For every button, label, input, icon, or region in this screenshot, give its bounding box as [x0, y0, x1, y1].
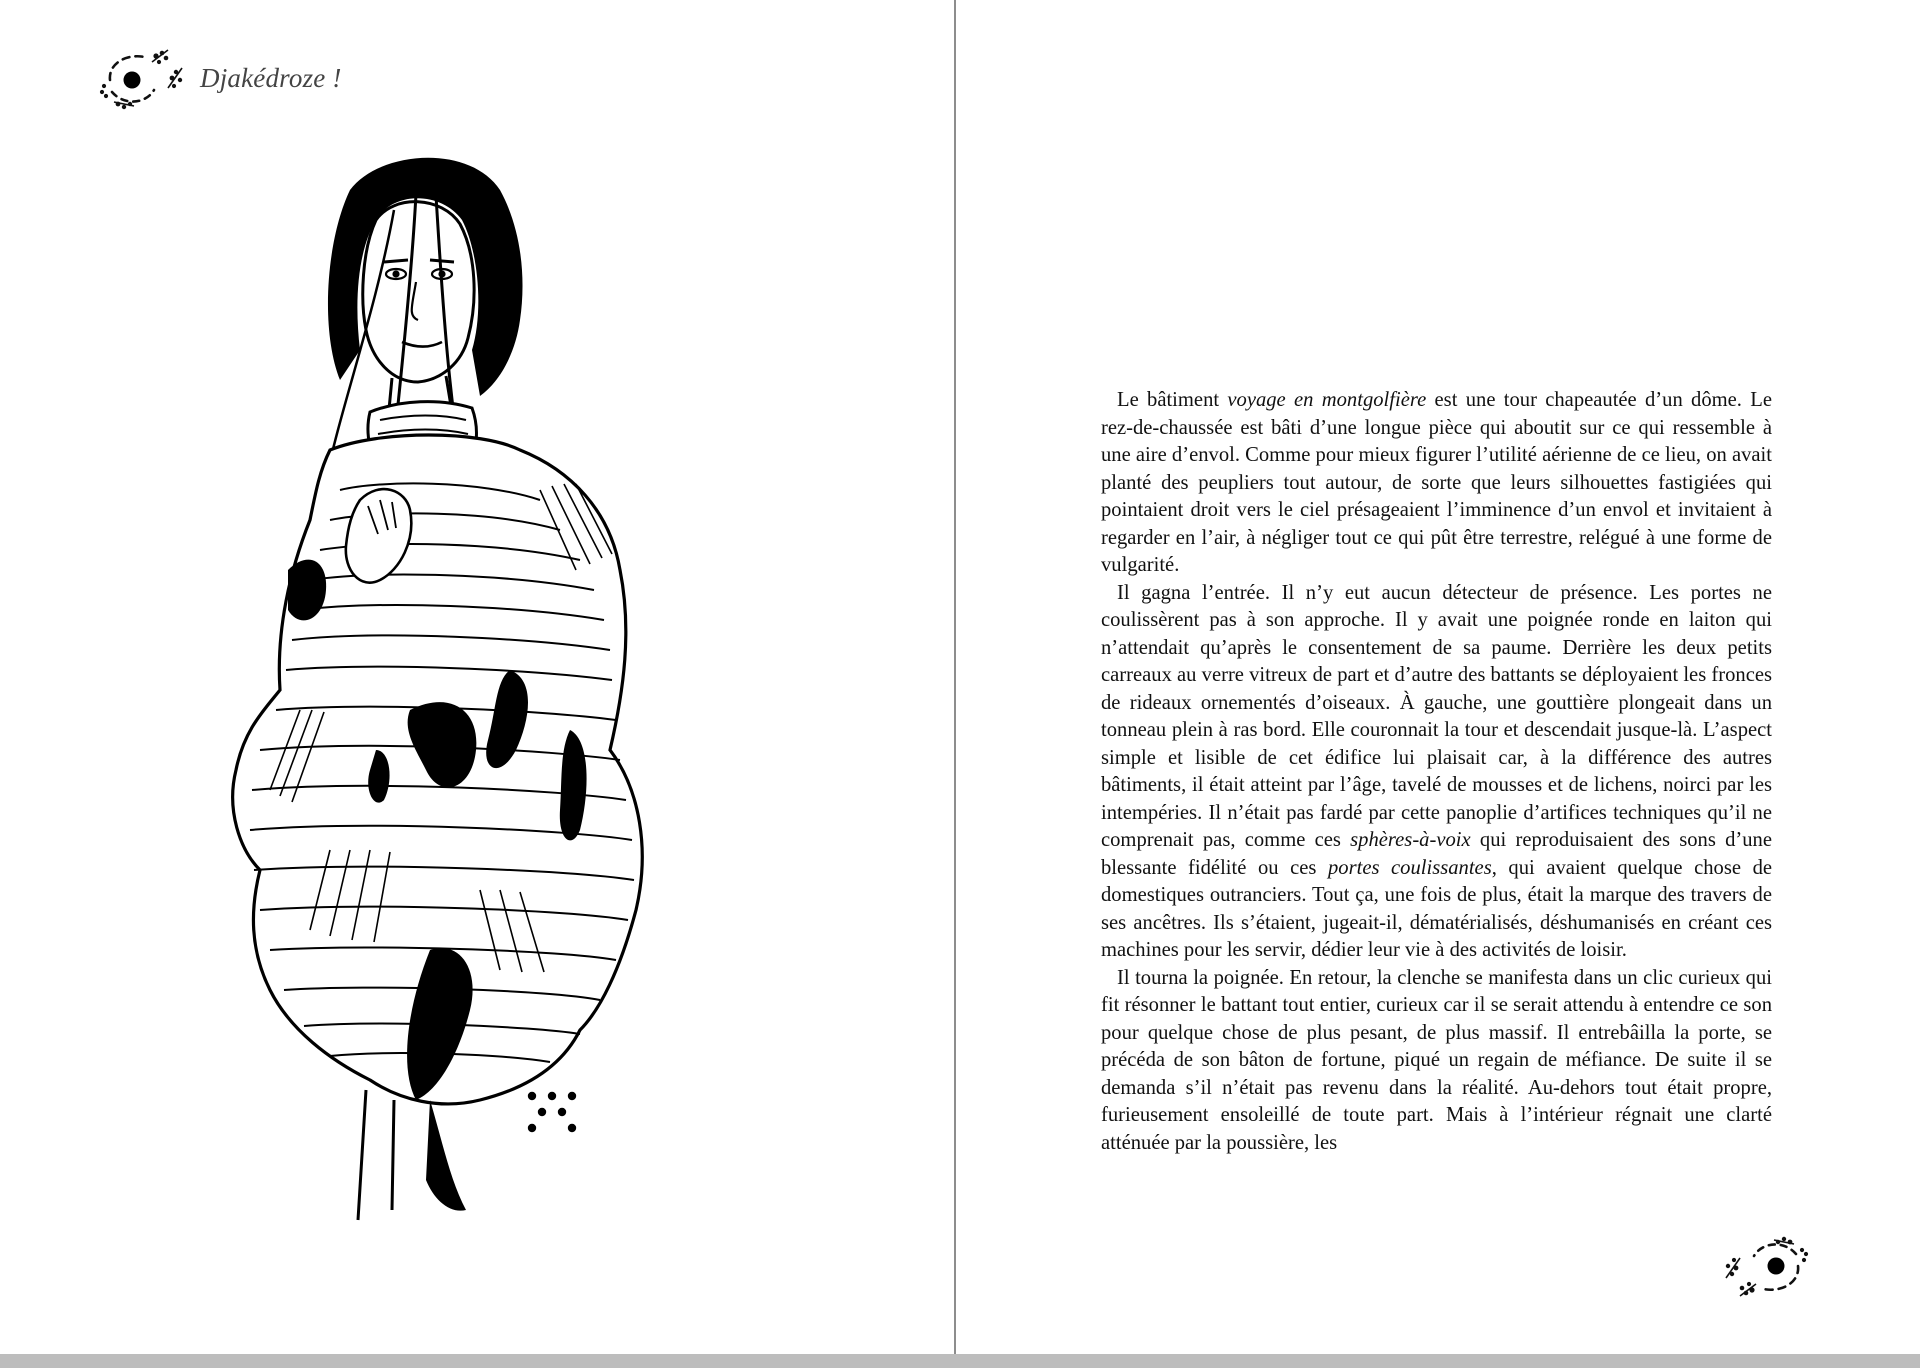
paragraph: Il gagna l’entrée. Il n’y eut aucun détecteur de présence. Les portes ne coulissèrent pas à son approche. Il y avait une poignée ronde en laiton qui n’attendait qu’après le consentement de sa paume. Derrière les deux petits carreaux au verre vitreux de part et d’autre des battants se déployaient les fronces de rideaux ornementés d’oiseaux. À gauche, une gouttière plongeait dans un tonneau plein à ras bord. Elle couronnait la tour et descendait jusque-là. L’aspect simple et lisible de cet édifice lui plaisait car, à la différence des autres bâtiments, il était atteint par l’âge, tavelé de mousses et de lichens, noirci par les intempéries. Il n’était pas fardé par cette panoplie d’artifices techniques qu’il ne comprenait pas, comme ces sphères-à-voix qui reproduisaient des sons d’une blessante fidélité ou ces portes coulissantes, qui avaient quelque chose de domestiques outranciers. Tout ça, une fois de plus, était la marque des travers de ses ancêtres. Ils s’étaient, jugeait-il, dématérialisés, déshumanisés en créant ces machines pour les servir, dédier leur vie à des activités de loisir.: [1101, 581, 1773, 961]
paragraph: Il tourna la poignée. En retour, la clenche se manifesta dans un clic curieux qui fit résonner le battant tout entier, curieux car il se serait attendu à entendre ce son pour quelque chose de plus pesant, de plus massif. Il entrebâilla la porte, se précéda de son bâton de fortune, piqué un regain de méfiance. De suite il se demanda s’il n’était pas revenu dans la réalité. Au-dehors tout était propre, furieusement ensoleillé de toute part. Mais à l’intérieur régnait une clarté atténuée par la poussière, les: [1101, 966, 1772, 1154]
bottom-edge: [0, 1354, 1920, 1368]
running-header: [96, 46, 342, 110]
left-page: [0, 0, 954, 1354]
eye-sprig-ornament-icon: [1720, 1236, 1812, 1300]
body-text: [1101, 387, 1772, 1157]
woman-in-ruffled-dress-illustration: [180, 150, 800, 1260]
paragraph: Le bâtiment voyage en montgolfière est une tour chapeautée d’un dôme. Le rez-de-chaussée est bâti d’une longue pièce qui aboutit sur ce qui ressemble à une aire d’envol. Comme pour mieux figurer l’utilité aérienne de ce lieu, on avait planté des peupliers tout autour, de sorte que leurs silhouettes fastigiées qui pointaient droit vers le ciel présageaient l’imminence d’un envol et invitaient à regarder en l’air, à négliger tout ce qui pût être terrestre, relégué à une forme de vulgarité.: [1101, 389, 1772, 576]
running-title: Djakédroze !: [200, 62, 342, 93]
eye-sprig-ornament-icon: [96, 46, 188, 110]
